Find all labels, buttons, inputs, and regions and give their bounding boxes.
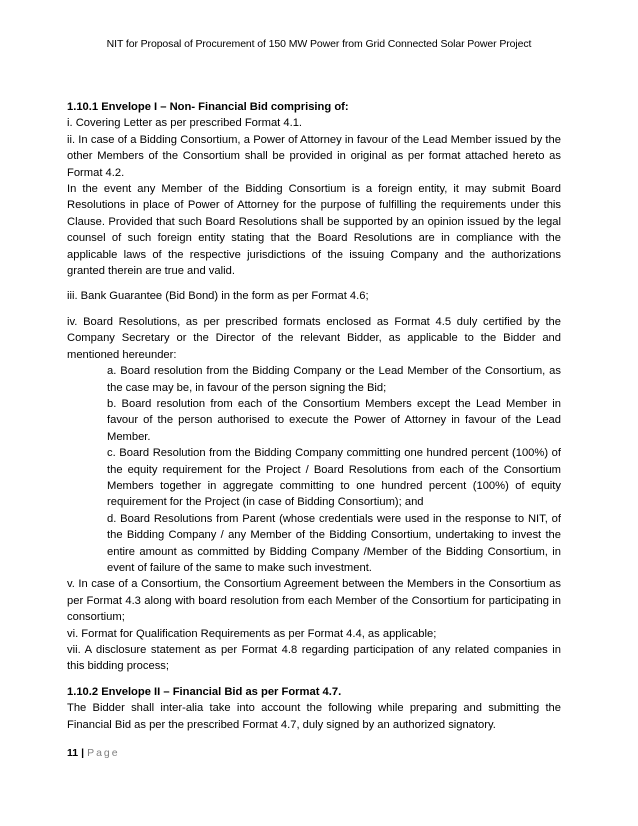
paragraph-covering-letter: i. Covering Letter as per prescribed Format 4.1. (67, 117, 303, 130)
sub-item-d: d. Board Resolutions from Parent (whose credentials were used in the response to NIT, of the Bidding Company / any Member of the Bidding Consortium, undertaking to invest the entire amount as committed by Bidding Company /Member of the Bidding Consortium, in event of failure of the same to make such investment. (107, 512, 561, 574)
section-heading-envelope-2: 1.10.2 Envelope II – Financial Bid as per Format 4.7. (67, 685, 342, 698)
section-heading-envelope-1: 1.10.1 Envelope I – Non- Financial Bid comprising of: (67, 101, 349, 113)
sub-item-b: b. Board resolution from each of the Consortium Members except the Lead Member in favour of the person authorised to execute the Power of Attorney in favour of the Lead Member. (107, 397, 561, 443)
page-footer (67, 747, 120, 759)
page-number: 11 (67, 747, 79, 759)
paragraph-bank-guarantee: iii. Bank Guarantee (Bid Bond) in the form as per Format 4.6; (67, 290, 369, 303)
sub-item-a: a. Board resolution from the Bidding Company or the Lead Member of the Consortium, as the case may be, in favour of the person signing the Bid; (107, 365, 561, 394)
paragraph-financial-bid: The Bidder shall inter-alia take into account the following while preparing and submitting the Financial Bid as per the prescribed Format 4.7, duly signed by an authorized signatory. (67, 702, 561, 731)
page-header: NIT for Proposal of Procurement of 150 MW Power from Grid Connected Solar Power Project (106, 38, 532, 50)
paragraph-disclosure: vii. A disclosure statement as per Format 4.8 regarding participation of any related companies in this bidding process; (67, 644, 561, 673)
page-label: Page (87, 747, 120, 759)
paragraph-qualification: vi. Format for Qualification Requirements as per Format 4.4, as applicable; (67, 627, 437, 640)
paragraph-foreign-entity: In the event any Member of the Bidding Consortium is a foreign entity, it may submit Board Resolutions in place of Power of Attorney for the purpose of fulfilling the requirements under this Clause. Provided that such Board Resolutions shall be supported by an opinion issued by the legal counsel of such foreign entity stating that the Board Resolutions are in compliance with the applicable laws of the respective jurisdictions of the issuing Company and the authorizations granted therein are true and valid. (67, 183, 561, 278)
footer-separator: | (81, 747, 85, 759)
document-body (67, 99, 561, 733)
sub-item-c: c. Board Resolution from the Bidding Company committing one hundred percent (100%) of the equity requirement for the Project / Board Resolutions from each of the Consortium Members together in aggregate committing to one hundred percent (100%) of equity requirement for the Project (in case of Bidding Consortium); and (107, 447, 561, 509)
paragraph-board-resolutions: iv. Board Resolutions, as per prescribed formats enclosed as Format 4.5 duly certified by the Company Secretary or the Director of the relevant Bidder, as applicable to the Bidder and mentioned hereunder: (67, 315, 561, 361)
paragraph-consortium-agreement: v. In case of a Consortium, the Consortium Agreement between the Members in the Consortium as per Format 4.3 along with board resolution from each Member of the Consortium for participating in consortium; (67, 578, 561, 624)
paragraph-power-of-attorney: ii. In case of a Bidding Consortium, a Power of Attorney in favour of the Lead Member issued by the other Members of the Consortium shall be provided in original as per format attached hereto as Format 4.2. (67, 133, 561, 179)
